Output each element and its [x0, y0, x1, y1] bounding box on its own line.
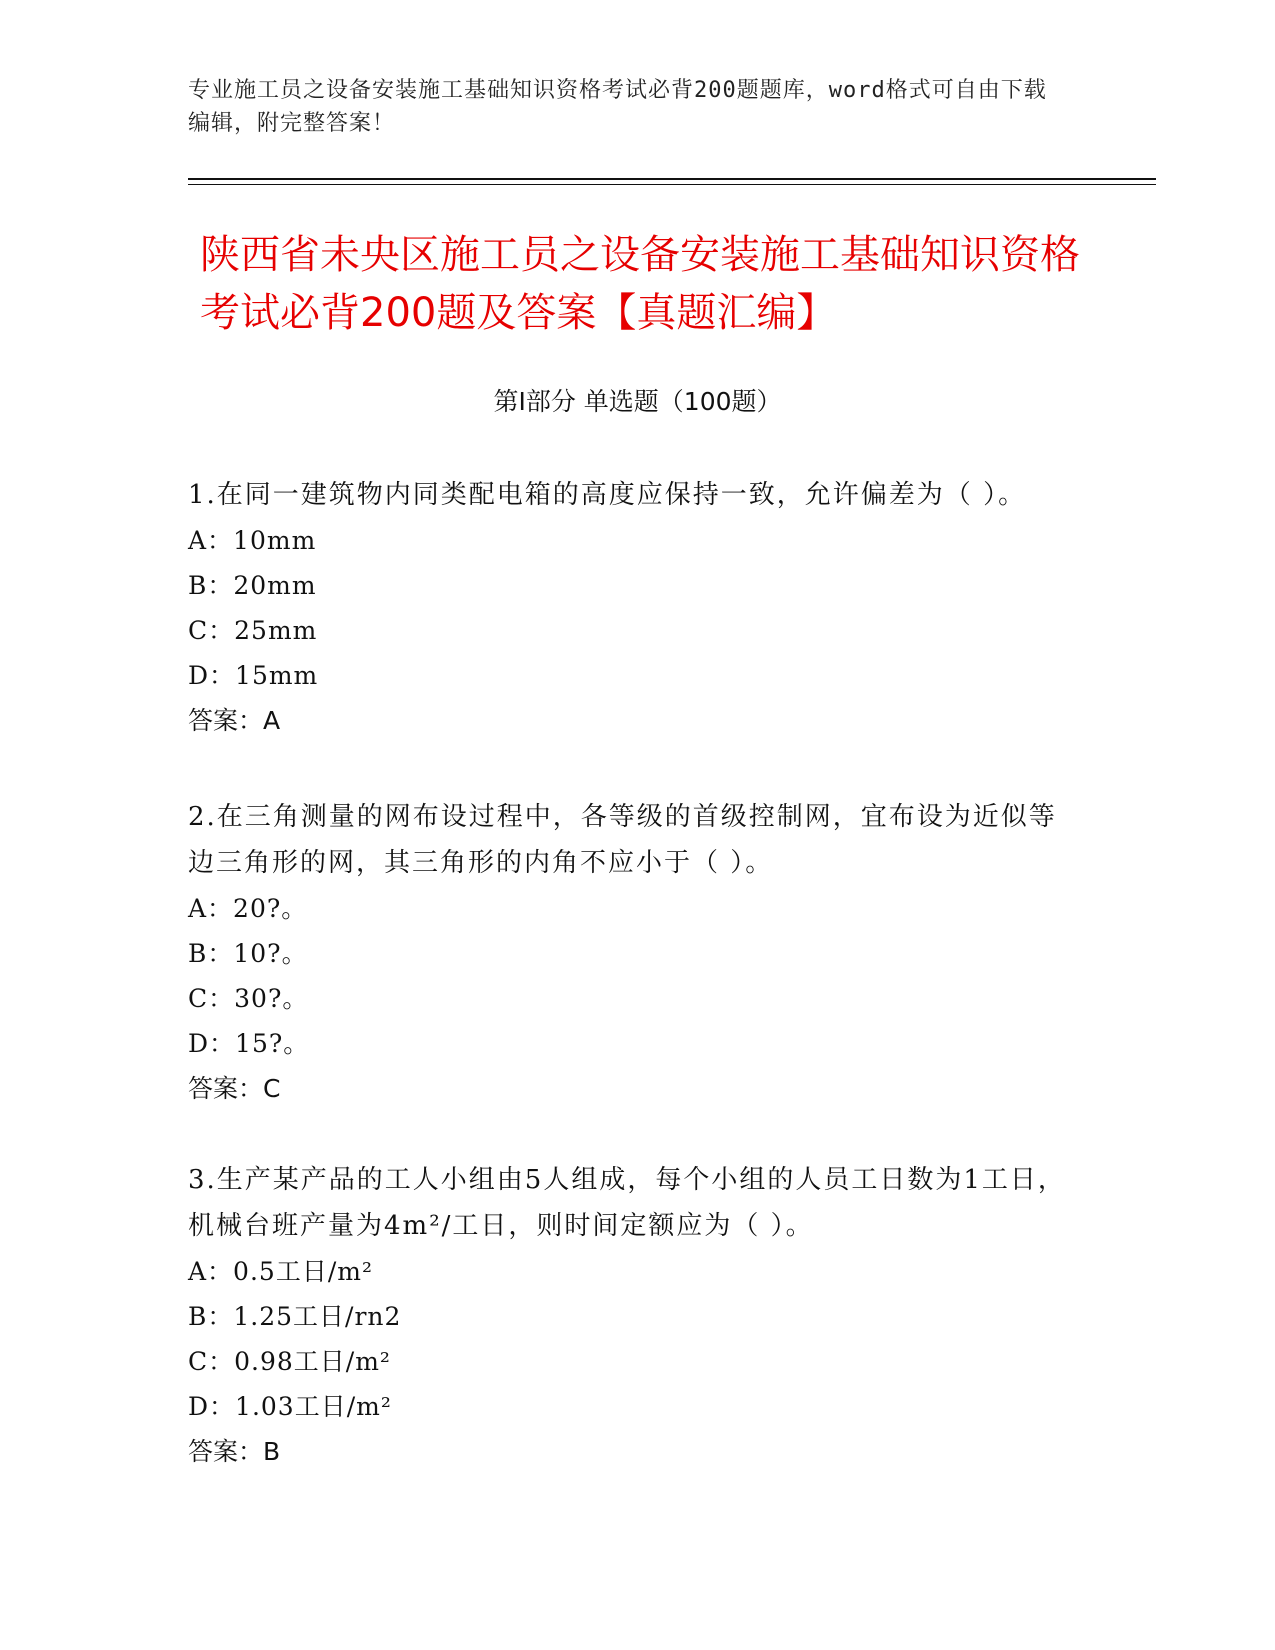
option-a: A：10mm [188, 526, 317, 555]
question-stem: 2.在三角测量的网布设过程中，各等级的首级控制网，宜布设为近似等边三角形的网，其三角形的内角不应小于（ ）。 [188, 802, 1057, 878]
question-stem: 1.在同一建筑物内同类配电箱的高度应保持一致，允许偏差为（ ）。 [188, 480, 1027, 510]
question-3 [188, 1157, 1068, 1474]
document-title: 陕西省未央区施工员之设备安装施工基础知识资格考试必背200题及答案【真题汇编】 [200, 232, 1080, 336]
header-rule-thin [188, 184, 1156, 185]
section-heading: 第I部分 单选题（100题） [493, 387, 782, 416]
option-b: B：1.25工日/rn2 [188, 1302, 402, 1331]
option-a: A：0.5工日/m² [188, 1257, 373, 1286]
option-c: C：25mm [188, 616, 318, 645]
answer: 答案：C [188, 1074, 281, 1103]
answer: 答案：A [188, 706, 281, 735]
option-c: C：30?。 [188, 984, 309, 1013]
option-b: B：20mm [188, 571, 317, 600]
option-a: A：20?。 [188, 894, 308, 923]
option-d: D：15mm [188, 661, 319, 690]
question-stem: 3.生产某产品的工人小组由5人组成，每个小组的人员工日数为1工日，机械台班产量为4m²/工日，则时间定额应为（ ）。 [188, 1165, 1066, 1241]
question-1 [188, 472, 1068, 743]
option-b: B：10?。 [188, 939, 308, 968]
header-note: 专业施工员之设备安装施工基础知识资格考试必背200题题库，word格式可自由下载编辑，附完整答案！ [188, 78, 1047, 136]
question-2 [188, 794, 1068, 1111]
option-d: D：1.03工日/m² [188, 1392, 392, 1421]
answer: 答案：B [188, 1437, 281, 1466]
option-d: D：15?。 [188, 1029, 310, 1058]
option-c: C：0.98工日/m² [188, 1347, 391, 1376]
header-rule-thick [188, 178, 1156, 180]
